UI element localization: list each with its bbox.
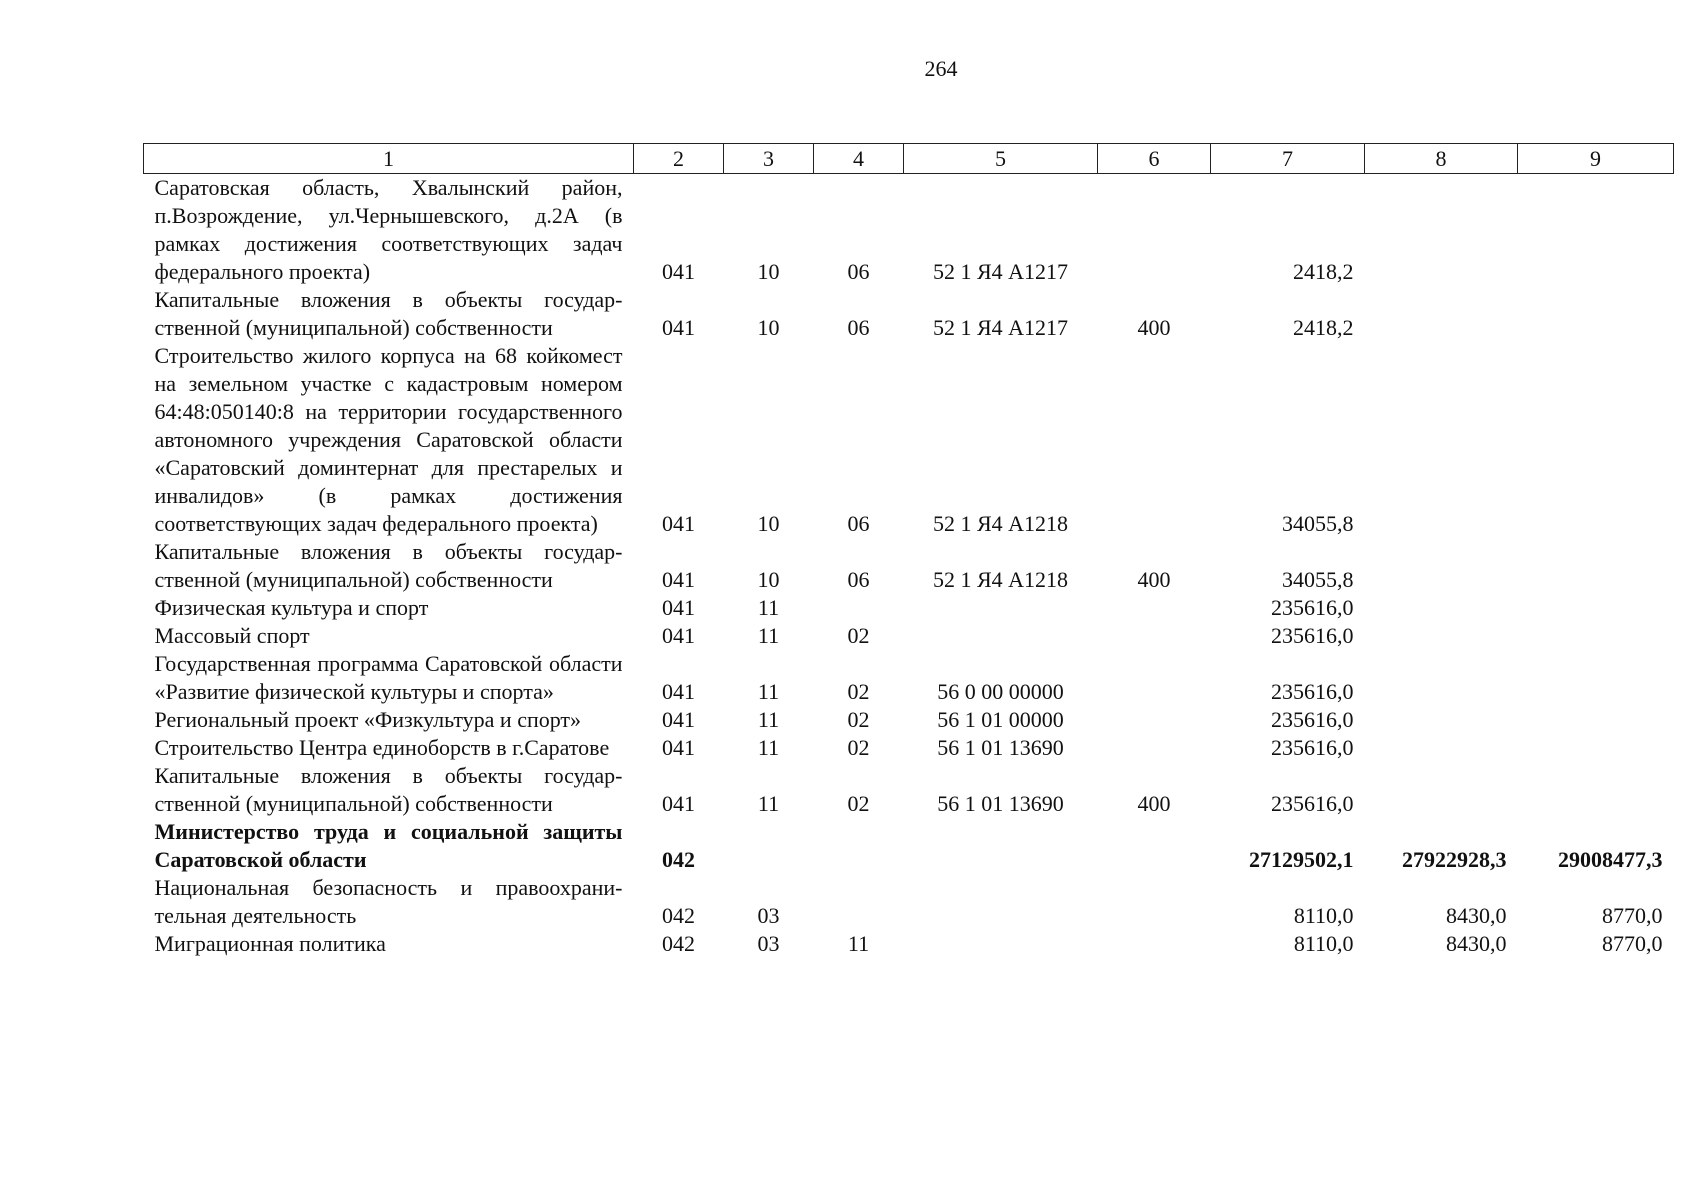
row-expense-type: 400 [1137, 791, 1171, 816]
row-amount-col9 [1518, 762, 1674, 818]
header-col-1: 1 [144, 144, 634, 174]
row-amount-col7: 34055,8 [1282, 567, 1354, 592]
row-admin-code: 041 [662, 315, 695, 340]
row-amount-col7: 235616,0 [1271, 623, 1354, 648]
row-expense-type [1098, 594, 1211, 622]
row-amount-col8 [1365, 734, 1518, 762]
table-row [144, 286, 1674, 342]
row-name: Региональный проект «Физкультура и спорт» [154, 707, 582, 732]
table-row [144, 342, 1674, 538]
row-expense-type [1098, 734, 1211, 762]
row-name: Капитальные вложения в объекты государственной (муниципальной) собственности [154, 287, 623, 340]
table-row [144, 762, 1674, 818]
row-section: 10 [757, 511, 780, 536]
row-expense-type: 400 [1137, 315, 1171, 340]
row-amount-col8 [1365, 650, 1518, 706]
header-row [144, 144, 1674, 174]
row-expense-type [1098, 622, 1211, 650]
row-target-article [904, 818, 1098, 874]
header-col-2: 2 [634, 144, 724, 174]
row-amount-col7: 2418,2 [1293, 315, 1354, 340]
row-amount-col8 [1365, 594, 1518, 622]
row-subsection: 06 [847, 567, 870, 592]
row-subsection: 06 [847, 315, 870, 340]
row-amount-col7: 235616,0 [1271, 595, 1354, 620]
row-target-article [904, 874, 1098, 930]
row-amount-col8: 8430,0 [1446, 931, 1507, 956]
table-body [144, 174, 1674, 959]
row-expense-type [1098, 650, 1211, 706]
row-amount-col7: 8110,0 [1293, 931, 1354, 956]
row-subsection: 06 [847, 259, 870, 284]
row-section: 03 [757, 903, 780, 928]
row-name: Строительство жилого корпуса на 68 койкомест на земельном участке с кадастровым номером 64:48:050140:8 на территории государственного автономного учреждения Саратовской области «Саратовский доминтернат для престарелых и инвалидов» (в рамках достижения соответствующих задач федерального проекта) [154, 343, 623, 536]
table-row [144, 174, 1674, 287]
row-section: 11 [757, 735, 780, 760]
header-col-7: 7 [1211, 144, 1365, 174]
row-amount-col8 [1365, 538, 1518, 594]
row-amount-col8 [1365, 286, 1518, 342]
table-row [144, 650, 1674, 706]
row-section: 11 [757, 707, 780, 732]
row-amount-col8 [1365, 762, 1518, 818]
table-header [144, 144, 1674, 174]
row-subsection: 02 [847, 679, 870, 704]
row-target-article: 56 1 01 13690 [937, 791, 1064, 816]
header-col-6: 6 [1098, 144, 1211, 174]
row-target-article [904, 930, 1098, 958]
header-col-4: 4 [814, 144, 904, 174]
row-expense-type [1098, 818, 1211, 874]
row-target-article: 52 1 Я4 А1217 [932, 259, 1069, 284]
row-expense-type [1098, 174, 1211, 287]
row-expense-type [1098, 874, 1211, 930]
row-amount-col7: 34055,8 [1282, 511, 1354, 536]
budget-table [143, 143, 1674, 958]
row-subsection: 02 [847, 735, 870, 760]
row-section: 11 [757, 595, 780, 620]
row-amount-col9 [1518, 174, 1674, 287]
row-section: 11 [757, 791, 780, 816]
row-name: Саратовская область, Хвалынский район, п.Возрождение, ул.Чернышевского, д.2А (в рамках достижения соответствующих задач федерального проекта) [154, 175, 623, 284]
table-row [144, 594, 1674, 622]
row-name: Капитальные вложения в объекты государственной (муниципальной) собственности [154, 539, 623, 592]
row-section: 10 [757, 315, 780, 340]
row-amount-col8 [1365, 174, 1518, 287]
row-expense-type: 400 [1137, 567, 1171, 592]
row-name: Физическая культура и спорт [154, 595, 429, 620]
row-name: Государственная программа Саратовской области «Развитие физической культуры и спорта» [154, 651, 623, 704]
row-name: Строительство Центра единоборств в г.Саратове [154, 735, 610, 760]
row-amount-col8: 8430,0 [1446, 903, 1507, 928]
row-target-article: 52 1 Я4 А1217 [932, 315, 1069, 340]
row-amount-col9: 29008477,3 [1558, 847, 1663, 872]
row-amount-col9 [1518, 650, 1674, 706]
row-amount-col7: 235616,0 [1271, 791, 1354, 816]
row-amount-col7: 2418,2 [1293, 259, 1354, 284]
row-amount-col8: 27922928,3 [1402, 847, 1507, 872]
row-amount-col9 [1518, 734, 1674, 762]
row-section [724, 818, 814, 874]
row-amount-col7: 235616,0 [1271, 707, 1354, 732]
row-amount-col7: 235616,0 [1271, 679, 1354, 704]
row-admin-code: 042 [662, 931, 695, 956]
budget-table-container [143, 143, 1673, 958]
row-admin-code: 042 [662, 847, 695, 872]
row-expense-type [1098, 930, 1211, 958]
row-subsection: 02 [847, 791, 870, 816]
row-amount-col8 [1365, 342, 1518, 538]
row-amount-col9 [1518, 286, 1674, 342]
row-subsection [814, 874, 904, 930]
row-subsection: 02 [847, 623, 870, 648]
row-amount-col7: 27129502,1 [1249, 847, 1354, 872]
row-section: 11 [757, 623, 780, 648]
table-row [144, 734, 1674, 762]
row-subsection [814, 594, 904, 622]
row-section: 10 [757, 567, 780, 592]
table-row [144, 930, 1674, 958]
row-admin-code: 041 [662, 735, 695, 760]
table-row [144, 622, 1674, 650]
row-amount-col8 [1365, 622, 1518, 650]
table-row [144, 538, 1674, 594]
row-expense-type [1098, 706, 1211, 734]
table-row [144, 706, 1674, 734]
row-target-article [904, 594, 1098, 622]
row-amount-col9 [1518, 622, 1674, 650]
header-col-5: 5 [904, 144, 1098, 174]
row-amount-col9: 8770,0 [1602, 931, 1663, 956]
row-name: Национальная безопасность и правоохранительная деятельность [154, 875, 623, 928]
row-amount-col9 [1518, 706, 1674, 734]
row-subsection: 06 [847, 511, 870, 536]
row-amount-col7: 8110,0 [1293, 903, 1354, 928]
row-expense-type [1098, 342, 1211, 538]
row-amount-col8 [1365, 706, 1518, 734]
row-subsection: 11 [847, 931, 870, 956]
row-admin-code: 041 [662, 595, 695, 620]
page-number: 264 [924, 56, 958, 81]
row-section: 11 [757, 679, 780, 704]
row-amount-col9 [1518, 342, 1674, 538]
row-admin-code: 041 [662, 679, 695, 704]
row-target-article: 56 0 00 00000 [937, 679, 1064, 704]
row-subsection: 02 [847, 707, 870, 732]
row-admin-code: 041 [662, 707, 695, 732]
row-target-article: 52 1 Я4 А1218 [932, 511, 1069, 536]
row-target-article: 56 1 01 00000 [937, 707, 1064, 732]
row-admin-code: 041 [662, 259, 695, 284]
row-name: Капитальные вложения в объекты государственной (муниципальной) собственности [154, 763, 623, 816]
row-section: 03 [757, 931, 780, 956]
row-admin-code: 042 [662, 903, 695, 928]
table-row [144, 874, 1674, 930]
row-target-article: 52 1 Я4 А1218 [932, 567, 1069, 592]
row-section: 10 [757, 259, 780, 284]
row-amount-col9 [1518, 538, 1674, 594]
row-subsection [814, 818, 904, 874]
row-target-article [904, 622, 1098, 650]
row-name: Министерство труда и социальной защиты Саратовской области [154, 819, 623, 872]
row-admin-code: 041 [662, 511, 695, 536]
row-target-article: 56 1 01 13690 [937, 735, 1064, 760]
row-name: Массовый спорт [154, 623, 310, 648]
row-amount-col7: 235616,0 [1271, 735, 1354, 760]
header-col-9: 9 [1518, 144, 1674, 174]
row-name: Миграционная политика [154, 931, 386, 956]
row-admin-code: 041 [662, 623, 695, 648]
table-row [144, 818, 1674, 874]
row-amount-col9: 8770,0 [1602, 903, 1663, 928]
row-amount-col9 [1518, 594, 1674, 622]
header-col-3: 3 [724, 144, 814, 174]
row-admin-code: 041 [662, 791, 695, 816]
row-admin-code: 041 [662, 567, 695, 592]
header-col-8: 8 [1365, 144, 1518, 174]
